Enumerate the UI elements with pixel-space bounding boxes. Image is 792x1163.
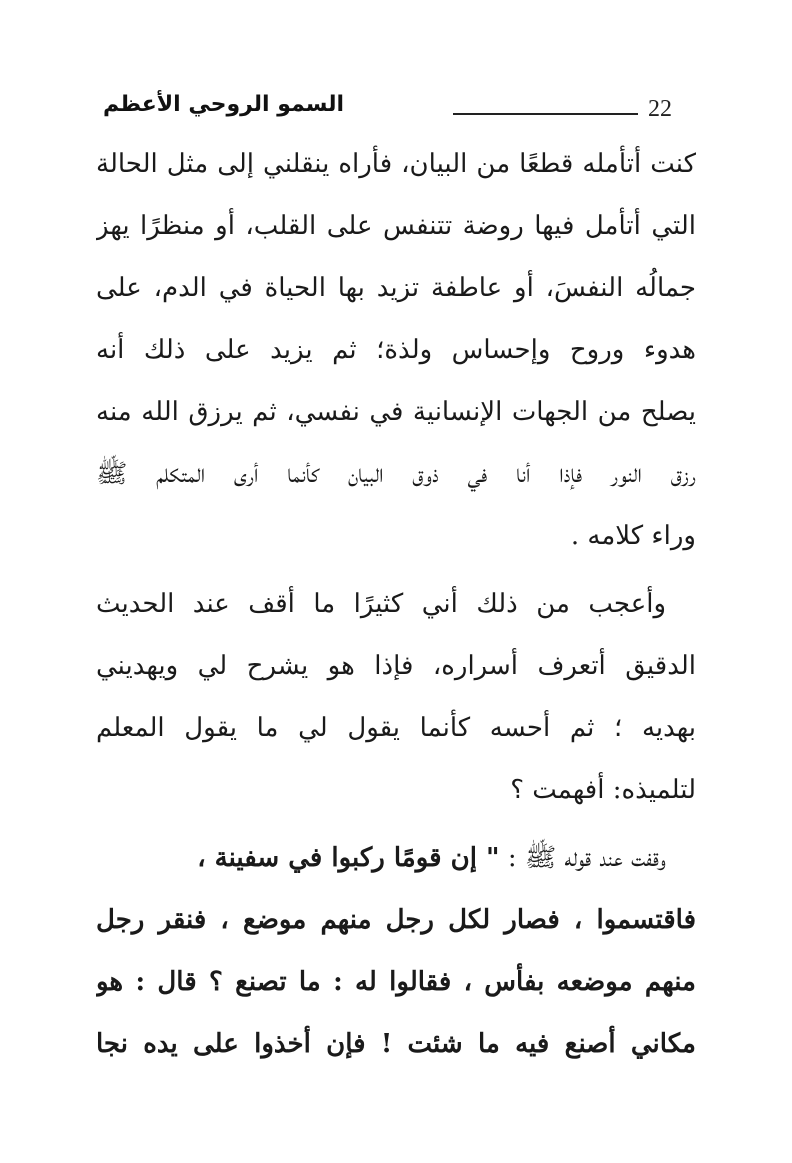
text-line: لتلميذه: أفهمت ؟ (510, 775, 696, 805)
text-line: كنت أتأمله قطعًا من البيان، فأراه ينقلني إلى مثل الحالة (96, 149, 696, 179)
text-line: التي أتأمل فيها روضة تتنفس على القلب، أو منظرًا يهز (96, 211, 696, 241)
hadith-quote-start: " إن قومًا ركبوا في سفينة ، (197, 843, 500, 873)
text-line: وراء كلامه . (570, 521, 696, 551)
paragraph-3 (96, 830, 696, 1078)
running-title: السمو الروحي الأعظم (103, 92, 344, 117)
text-line: مكاني أصنع فيه ما شئت ! فإن أخذوا على يده نجا (96, 1029, 696, 1059)
paragraph-1 (96, 136, 696, 570)
text-line: جمالُه النفسَ، أو عاطفة تزيد بها الحياة في الدم، على (96, 273, 696, 303)
paragraph-2 (96, 576, 696, 824)
page-number: 22 (648, 96, 672, 122)
text-line: رزق النور فإذا أنا في ذوق البيان كأنما أرى المتكلم ﷺ (96, 459, 696, 489)
text-line (96, 830, 696, 892)
text-line: يصلح من الجهات الإنسانية في نفسي، ثم يرزق الله منه (96, 397, 696, 427)
text-line: بهديه ؛ ثم أحسه كأنما يقول لي ما يقول المعلم (96, 713, 696, 743)
text-line: وأعجب من ذلك أني كثيرًا ما أقف عند الحديث (96, 589, 666, 619)
text-line: الدقيق أتعرف أسراره، فإذا هو يشرح لي ويهديني (96, 651, 696, 681)
text-line: فاقتسموا ، فصار لكل رجل منهم موضع ، فنقر رجل (96, 905, 696, 935)
hadith-lead: وقفت عند قوله ﷺ : (499, 843, 666, 873)
text-line: هدوء وروح وإحساس ولذة؛ ثم يزيد على ذلك أنه (96, 335, 696, 365)
page-body (96, 136, 696, 1078)
header-rule (453, 113, 638, 115)
page-header (104, 92, 684, 132)
text-line: منهم موضعه بفأس ، فقالوا له : ما تصنع ؟ قال : هو (96, 967, 696, 997)
